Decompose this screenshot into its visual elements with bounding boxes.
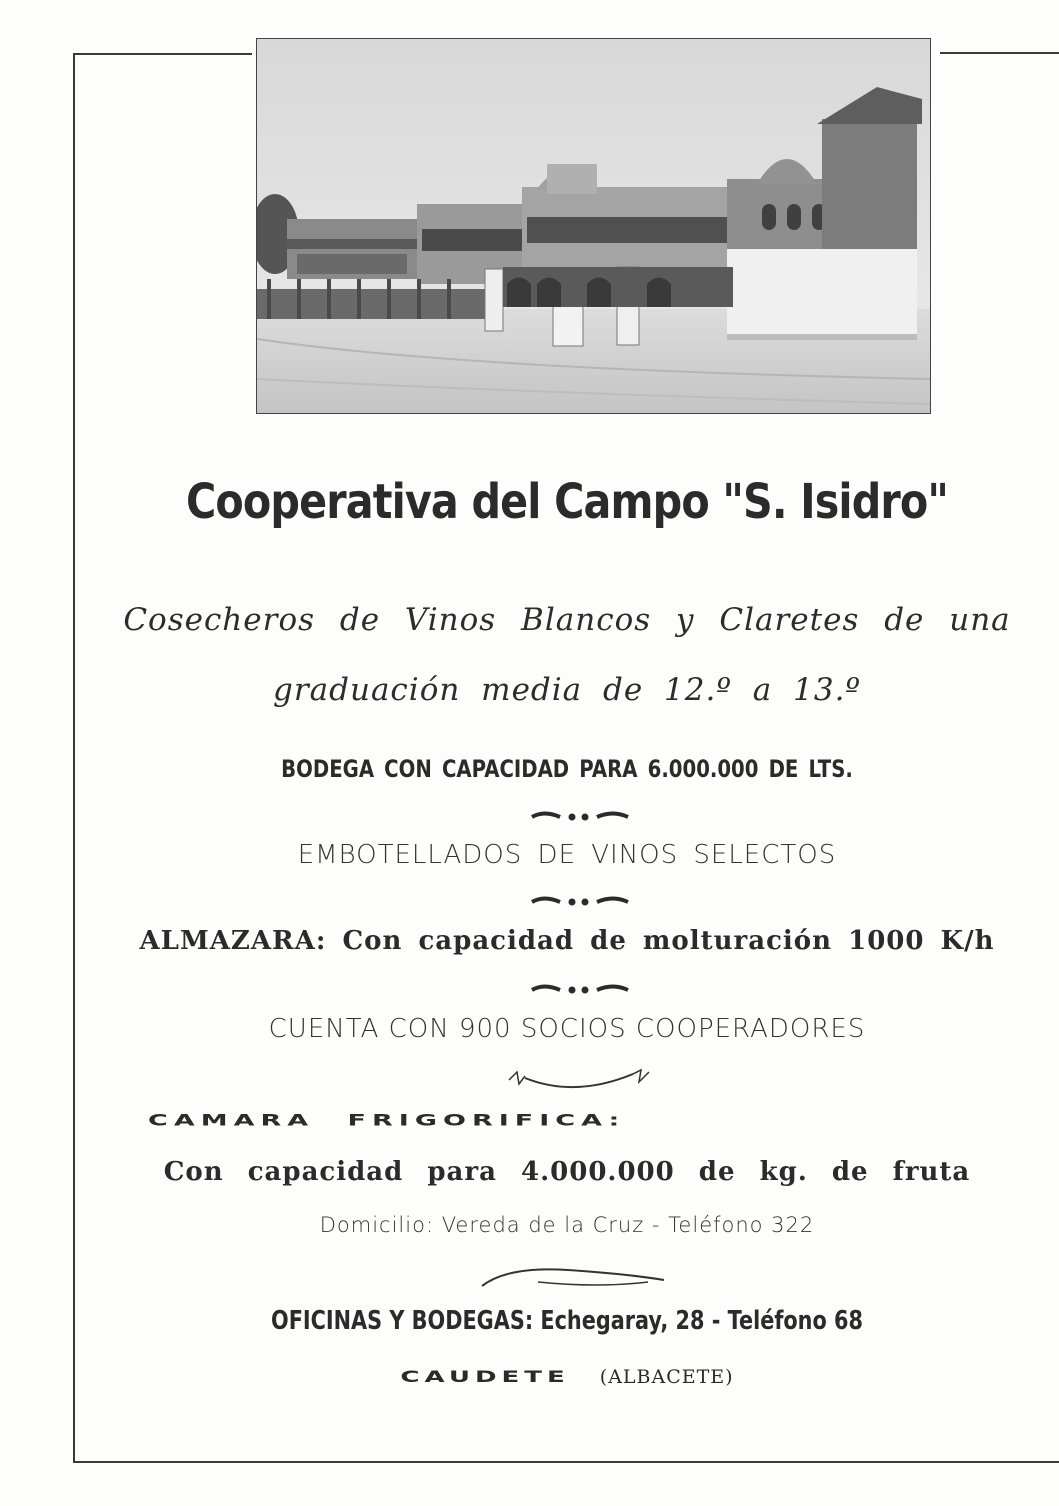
members-count: CUENTA CON 900 SOCIOS COOPERADORES [268,1014,866,1044]
wine-description-line-2: graduación media de 12.º a 13.º [272,672,862,708]
ornament-divider-1 [530,810,630,824]
ornament-divider-2 [530,895,630,909]
bottling-line: EMBOTELLADOS DE VINOS SELECTOS [297,840,837,870]
frame-rule-top-left [74,53,252,55]
winery-photo [256,38,931,414]
city-name: CAUDETE [400,1368,570,1386]
frame-rule-bottom [73,1461,1059,1463]
address-phone: Domicilio: Vereda de la Cruz - Teléfono 322 [319,1213,815,1237]
frame-rule-top-right [940,52,1059,54]
fruit-capacity: Con capacidad para 4.000.000 de kg. de fruta [163,1157,971,1187]
ornament-flourish-1 [505,1066,655,1096]
ornament-divider-3 [530,983,630,997]
bodega-capacity: BODEGA CON CAPACIDAD PARA 6.000.000 DE LTS. [281,755,853,783]
offices-wineries: OFICINAS Y BODEGAS: Echegaray, 28 - Teléfono 68 [271,1306,863,1336]
ornament-flourish-2 [478,1262,668,1292]
cooperative-title: Cooperativa del Campo "S. Isidro" [185,474,949,530]
province-name: (ALBACETE) [599,1366,734,1388]
oil-mill-capacity: ALMAZARA: Con capacidad de molturación 1000 K/h [139,926,995,956]
cold-storage-heading: CAMARA FRIGORIFICA: [148,1111,626,1130]
location-line [75,1362,1059,1392]
frame-rule-left [73,53,75,1463]
wine-description-line-1: Cosecheros de Vinos Blancos y Claretes de una [123,602,1011,638]
